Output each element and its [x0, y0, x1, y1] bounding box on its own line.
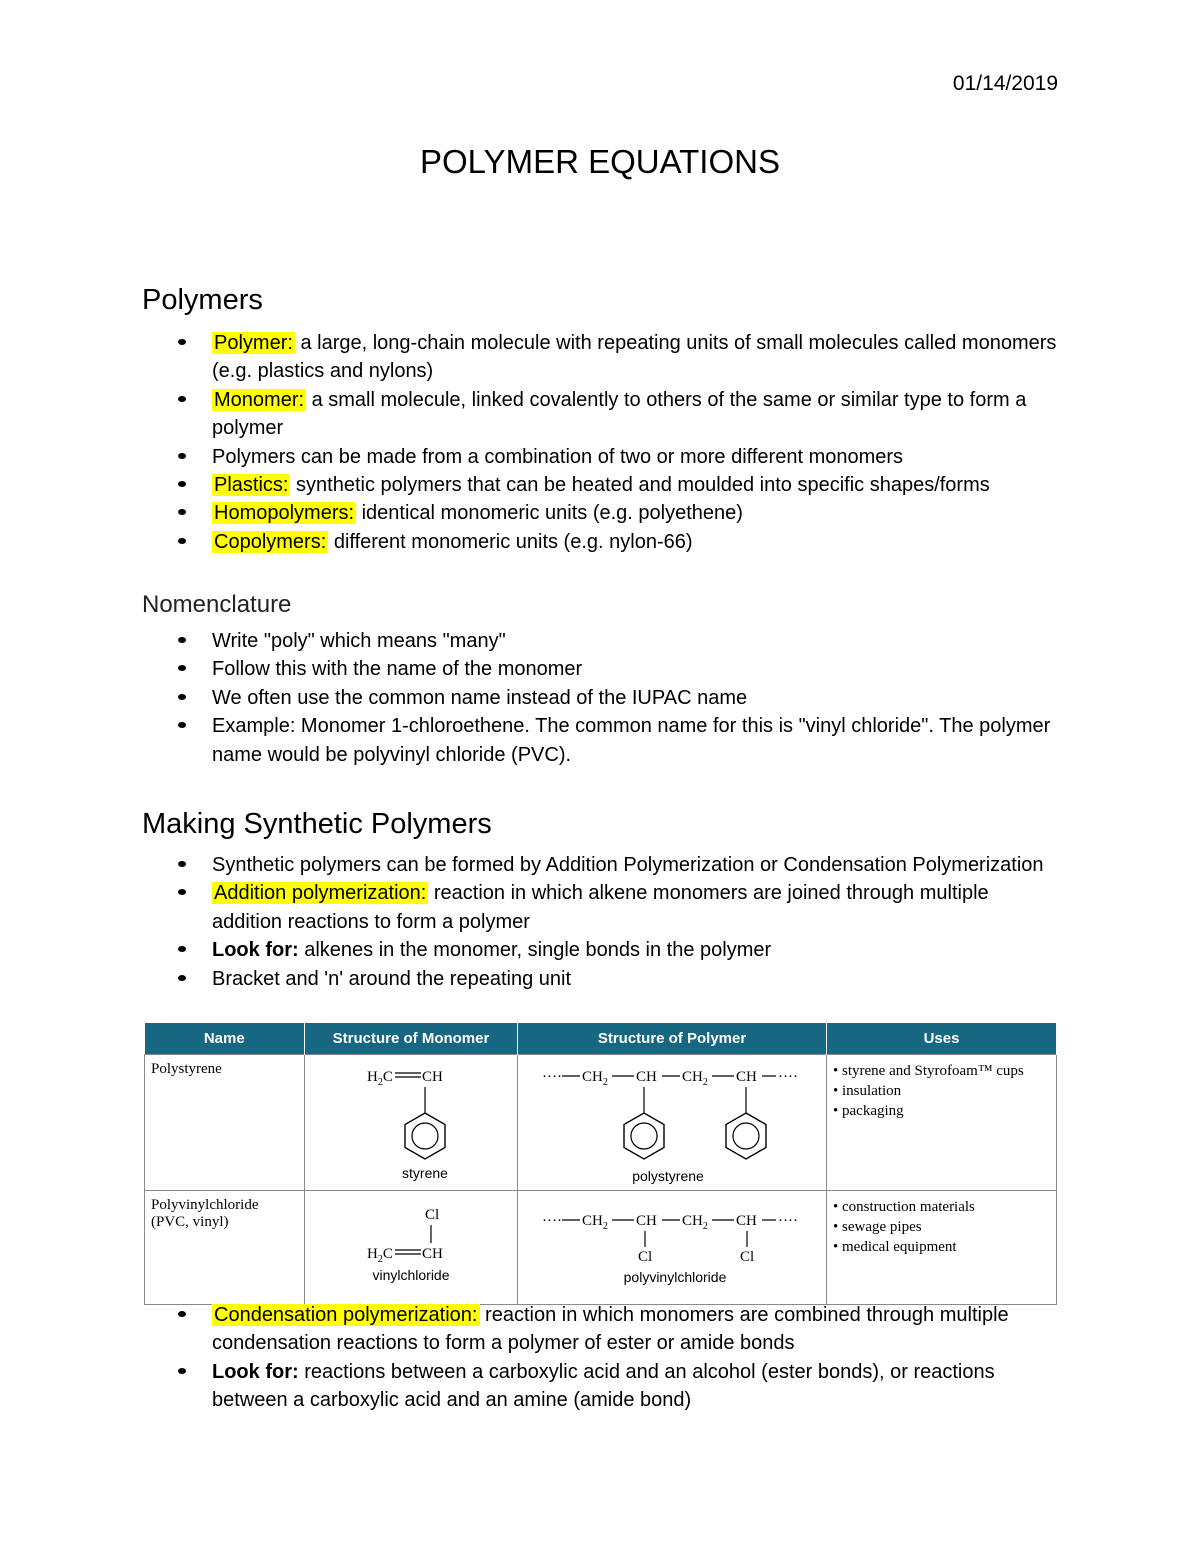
polymer-structure	[518, 1191, 827, 1305]
nomenclature-list	[142, 627, 1062, 769]
nomenclature-heading: Nomenclature	[142, 591, 292, 618]
formula-text: Cl	[740, 1249, 755, 1265]
list-item	[142, 471, 1062, 499]
use-item: • packaging	[833, 1101, 1050, 1121]
definition-text: reaction in which alkene monomers are joined through multiple addition reactions to form a polymer	[212, 882, 989, 933]
term-highlight: Plastics:	[214, 474, 289, 497]
header-monomer: Structure of Monomer	[305, 1023, 518, 1055]
uses-list	[833, 1197, 1050, 1257]
term-highlight: Homopolymers:	[214, 502, 355, 525]
svg-text:CH2: $CH_2$	[582, 1213, 608, 1232]
svg-text:····: ····	[778, 1069, 798, 1085]
polymer-structure	[518, 1055, 827, 1191]
benzene-ring	[726, 1113, 766, 1159]
monomer-structure	[305, 1191, 518, 1305]
polymer-chain	[542, 1069, 798, 1088]
use-item: • styrene and Styrofoam™ cups	[833, 1061, 1050, 1081]
monomer-structure	[305, 1055, 518, 1191]
structure-caption: vinylchloride	[372, 1267, 450, 1283]
header-polymer: Structure of Polymer	[518, 1023, 827, 1055]
svg-text:CH2: $CH_2$	[682, 1213, 708, 1232]
list-item: Synthetic polymers can be formed by Addition Polymerization or Condensation Polymerization	[142, 851, 1062, 879]
table-row	[145, 1191, 1057, 1305]
bold-label: Look for:	[212, 939, 299, 962]
formula-text: $H_2C$	[367, 1069, 393, 1088]
list-item: Follow this with the name of the monomer	[142, 655, 1062, 683]
definition-text: a large, long-chain molecule with repeating units of small molecules called monomers (e.g. plastics and nylons)	[212, 332, 1057, 383]
svg-text:····: ····	[778, 1213, 798, 1229]
definition-text: different monomeric units (e.g. nylon-66)	[328, 530, 693, 553]
pvc-structure	[518, 1191, 827, 1299]
polymer-name: Polystyrene	[145, 1055, 305, 1191]
formula-text: Cl	[425, 1207, 440, 1223]
styrene-structure	[305, 1055, 518, 1185]
table-row	[145, 1055, 1057, 1191]
term-highlight: Monomer:	[214, 388, 305, 411]
bold-label: Look for:	[212, 1360, 299, 1383]
document-date: 01/14/2019	[952, 72, 1058, 95]
term-highlight: Addition polymerization:	[214, 882, 427, 905]
svg-text:····: ····	[542, 1069, 562, 1085]
use-item: • sewage pipes	[833, 1217, 1050, 1237]
definition-text: Polymers can be made from a combination of two or more different monomers	[212, 445, 904, 468]
list-item: Bracket and 'n' around the repeating unit	[142, 965, 1062, 993]
benzene-ring	[405, 1113, 445, 1159]
list-item	[142, 443, 1062, 471]
header-uses: Uses	[827, 1023, 1057, 1055]
list-item	[142, 528, 1062, 556]
formula-text: $H_2C$	[367, 1246, 393, 1265]
polystyrene-structure	[518, 1055, 827, 1185]
svg-text:CH: CH	[636, 1213, 657, 1229]
formula-text: CH	[422, 1069, 443, 1085]
formula-text: Cl	[638, 1249, 653, 1265]
use-item: • medical equipment	[833, 1237, 1050, 1257]
list-item	[142, 1358, 1062, 1415]
polymers-heading: Polymers	[142, 284, 263, 316]
definition-text: reaction in which monomers are combined through multiple condensation reactions to form a polymer of ester or amide bonds	[212, 1304, 1009, 1355]
term-highlight: Copolymers:	[214, 530, 327, 553]
polymer-table	[144, 1023, 1057, 1305]
polymer-chain	[542, 1213, 798, 1232]
svg-text:····: ····	[542, 1213, 562, 1229]
svg-text:CH2: $CH_2$	[582, 1069, 608, 1088]
svg-text:CH: CH	[736, 1213, 757, 1229]
uses-list	[833, 1061, 1050, 1121]
list-item	[142, 386, 1062, 443]
page-title: POLYMER EQUATIONS	[419, 143, 780, 180]
list-item: Write "poly" which means "many"	[142, 627, 1062, 655]
svg-text:CH: CH	[736, 1069, 757, 1085]
vinylchloride-structure	[305, 1191, 518, 1299]
structure-caption: polystyrene	[632, 1168, 704, 1184]
definition-text: a small molecule, linked covalently to others of the same or similar type to form a polymer	[212, 388, 1027, 440]
list-item: Example: Monomer 1-chloroethene. The common name for this is "vinyl chloride". The polymer name would be polyvinyl chloride (PVC).	[142, 712, 1062, 769]
list-item: We often use the common name instead of the IUPAC name	[142, 684, 1062, 712]
structure-caption: styrene	[402, 1165, 448, 1181]
list-item	[142, 936, 1062, 964]
term-highlight: Condensation polymerization:	[214, 1304, 478, 1326]
svg-text:CH2: $CH_2$	[682, 1069, 708, 1088]
use-item: • insulation	[833, 1081, 1050, 1101]
list-item	[142, 499, 1062, 527]
uses-cell	[827, 1191, 1057, 1305]
synthetic-heading: Making Synthetic Polymers	[142, 808, 492, 840]
polymer-name: Polyvinylchloride (PVC, vinyl)	[145, 1191, 305, 1305]
benzene-ring	[624, 1113, 664, 1159]
definition-text: synthetic polymers that can be heated and moulded into specific shapes/forms	[290, 474, 990, 497]
definition-text: alkenes in the monomer, single bonds in the polymer	[298, 939, 772, 962]
header-name: Name	[145, 1023, 305, 1055]
use-item: • construction materials	[833, 1197, 1050, 1217]
definition-text: identical monomeric units (e.g. polyethene)	[356, 502, 743, 525]
term-highlight: Polymer:	[214, 332, 293, 354]
definition-text: reactions between a carboxylic acid and an alcohol (ester bonds), or reactions between a carboxylic acid and an amine (amide bond)	[212, 1360, 995, 1412]
svg-text:CH: CH	[636, 1069, 657, 1085]
structure-caption: polyvinylchloride	[623, 1269, 727, 1285]
formula-text: CH	[422, 1246, 443, 1262]
synthetic-list	[142, 851, 1062, 993]
uses-cell	[827, 1055, 1057, 1191]
list-item	[142, 879, 1062, 936]
list-item	[142, 329, 1062, 386]
condensation-list	[142, 1301, 1062, 1415]
list-item	[142, 1301, 1062, 1358]
polymers-list	[142, 329, 1062, 556]
